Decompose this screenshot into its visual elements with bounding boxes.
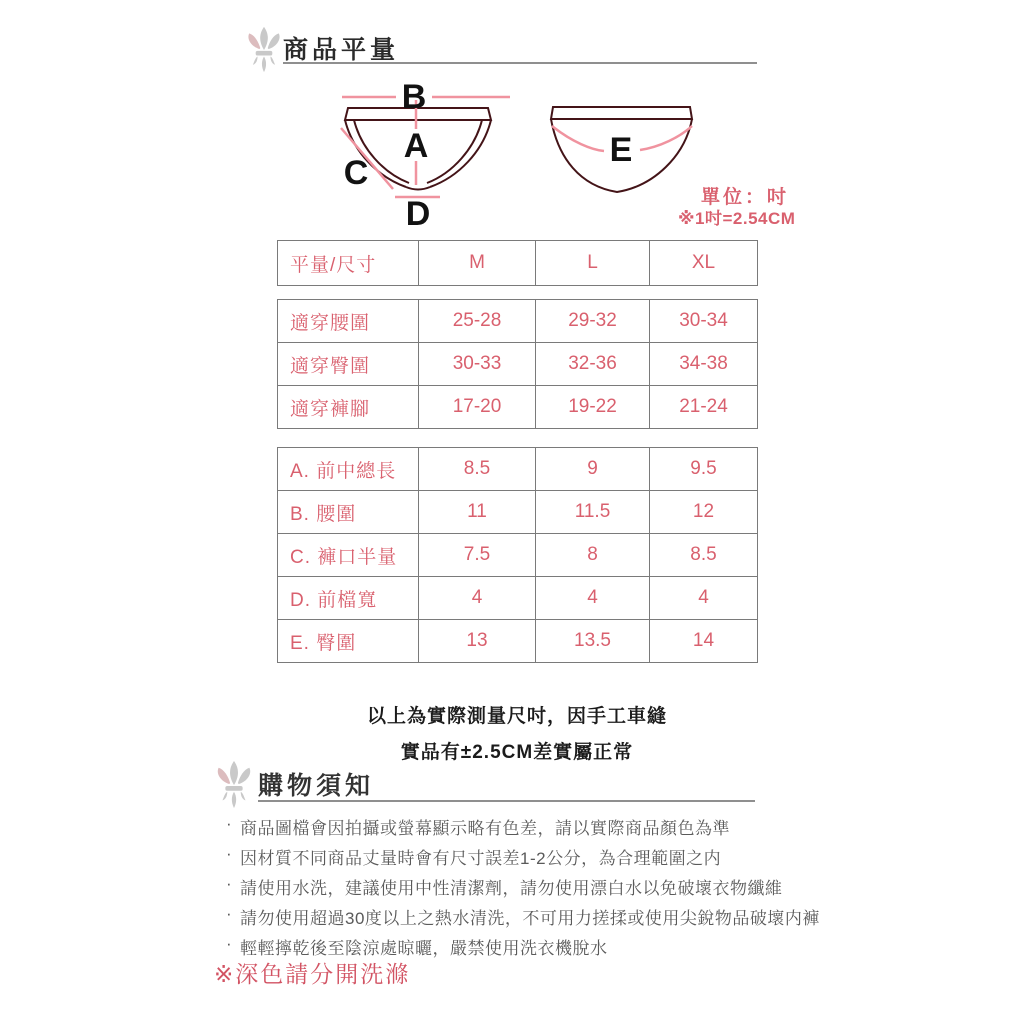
bullet-dot: · (226, 874, 233, 893)
fleur-de-lis-icon (242, 26, 286, 74)
label-B: B (401, 80, 427, 116)
row-label: 適穿腰圍 (278, 300, 419, 343)
table-row (278, 300, 758, 343)
list-item (226, 904, 866, 934)
bullet-dot: · (226, 814, 233, 833)
cell-value: 19-22 (536, 386, 650, 429)
cell-value: 17-20 (419, 386, 536, 429)
notice-text: 商品圖檔會因拍攝或螢幕顯示略有色差，請以實際商品顏色為準 (240, 819, 730, 838)
cell-value: 12 (650, 491, 758, 534)
measurement-table (277, 447, 758, 663)
footnote-line2: 實品有±2.5CM差實屬正常 (400, 742, 634, 763)
cell-value: 21-24 (650, 386, 758, 429)
row-label: B. 腰圍 (278, 491, 419, 534)
cell-value: 4 (536, 577, 650, 620)
table-row (278, 343, 758, 386)
cell-value: 13.5 (536, 620, 650, 663)
row-label: C. 褲口半量 (278, 534, 419, 577)
cell-value: 8.5 (419, 448, 536, 491)
bullet-dot: · (226, 844, 233, 863)
table-row (278, 448, 758, 491)
cell-value: 4 (650, 577, 758, 620)
cell-value: 9.5 (650, 448, 758, 491)
unit-title: 單位：吋 (701, 187, 790, 208)
row-label: 適穿褲腳 (278, 386, 419, 429)
notice-list (226, 814, 866, 964)
fleur-de-lis-icon (214, 760, 254, 810)
header-cell-label: 平量/尺寸 (278, 241, 419, 286)
cell-value: 11.5 (536, 491, 650, 534)
cell-value: 30-33 (419, 343, 536, 386)
list-item (226, 844, 866, 874)
notice-text: 因材質不同商品丈量時會有尺寸誤差1-2公分，為合理範圍之内 (240, 849, 722, 868)
header-cell-m: M (419, 241, 536, 286)
row-label: D. 前檔寬 (278, 577, 419, 620)
label-E: E (609, 131, 633, 169)
table-row (278, 620, 758, 663)
list-item (226, 874, 866, 904)
cell-value: 8 (536, 534, 650, 577)
table-row (278, 491, 758, 534)
table-row (278, 577, 758, 620)
cell-value: 25-28 (419, 300, 536, 343)
label-A: A (403, 127, 429, 165)
cell-value: 4 (419, 577, 536, 620)
measure-section-divider (283, 62, 757, 64)
row-label: 適穿臀圍 (278, 343, 419, 386)
label-D: D (405, 195, 431, 233)
cell-value: 9 (536, 448, 650, 491)
cell-value: 7.5 (419, 534, 536, 577)
cell-value: 30-34 (650, 300, 758, 343)
footnote-line1: 以上為實際測量尺吋，因手工車縫 (366, 706, 667, 727)
cell-value: 14 (650, 620, 758, 663)
notice-text: 請使用水洗，建議使用中性清潔劑，請勿使用漂白水以免破壞衣物纖維 (240, 879, 783, 898)
notice-section-divider (258, 800, 755, 802)
row-label: A. 前中總長 (278, 448, 419, 491)
cell-value: 34-38 (650, 343, 758, 386)
bullet-dot: · (226, 934, 233, 953)
header-cell-xl: XL (650, 241, 758, 286)
header-cell-l: L (536, 241, 650, 286)
list-item (226, 814, 866, 844)
table-row (278, 534, 758, 577)
table-row (278, 241, 758, 286)
cell-value: 8.5 (650, 534, 758, 577)
measure-section-title: 商品平量 (283, 36, 400, 64)
notice-section-title: 購物須知 (258, 772, 375, 800)
notice-text: 請勿使用超過30度以上之熱水清洗，不可用力搓揉或使用尖銳物品破壞内褲 (240, 909, 820, 928)
cell-value: 32-36 (536, 343, 650, 386)
label-C: C (343, 154, 369, 192)
unit-conversion-note: ※1吋=2.54CM (678, 209, 796, 228)
notice-text: 輕輕擰乾後至陰涼處晾曬，嚴禁使用洗衣機脫水 (240, 939, 608, 958)
bullet-dot: · (226, 904, 233, 923)
cell-value: 11 (419, 491, 536, 534)
fit-range-table (277, 299, 758, 429)
size-chart-header-table (277, 240, 758, 286)
row-label: E. 臀圍 (278, 620, 419, 663)
cell-value: 13 (419, 620, 536, 663)
table-row (278, 386, 758, 429)
cell-value: 29-32 (536, 300, 650, 343)
dark-colors-wash-warning: ※深色請分開洗滌 (214, 961, 411, 987)
